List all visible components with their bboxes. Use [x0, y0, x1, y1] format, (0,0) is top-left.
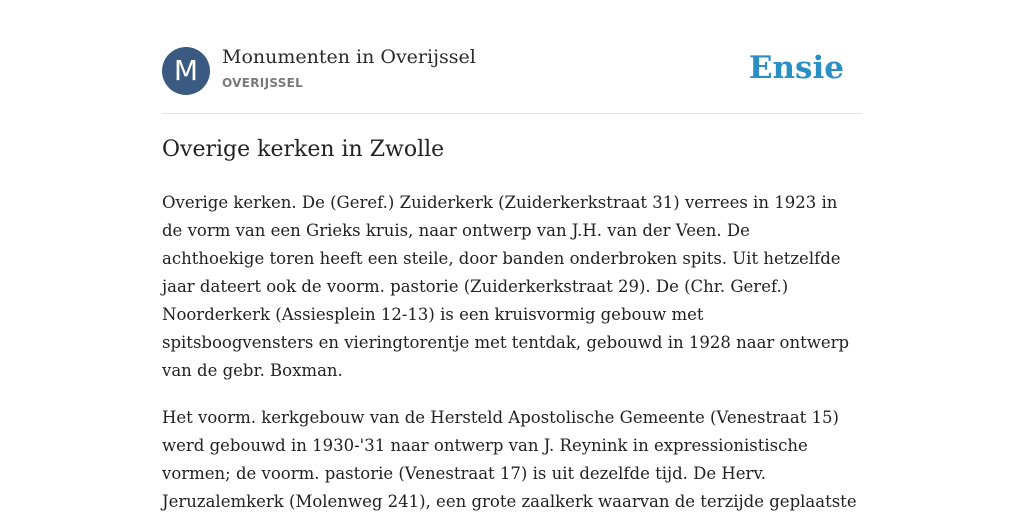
text-line: de vorm van een Grieks kruis, naar ontwerp van J.H. van der Veen. De [162, 221, 750, 240]
header-divider [162, 113, 862, 114]
text-line: Het voorm. kerkgebouw van de Hersteld Apostolische Gemeente (Venestraat 15) [162, 408, 839, 427]
ensie-logo[interactable]: Ensie [748, 50, 844, 86]
text-line: van de gebr. Boxman. [162, 361, 343, 380]
text-line: werd gebouwd in 1930-'31 naar ontwerp van J. Reynink in expressionistische [162, 436, 808, 455]
paragraph-2 [162, 404, 862, 512]
article-title: Overige kerken in Zwolle [162, 137, 445, 162]
text-line: spitsboogvensters en vieringtorentje met tentdak, gebouwd in 1928 naar ontwerp [162, 333, 850, 352]
source-title[interactable]: Monumenten in Overijssel [222, 46, 476, 68]
source-subtitle[interactable]: OVERIJSSEL [222, 76, 304, 90]
text-line: jaar dateert ook de voorm. pastorie (Zuiderkerkstraat 29). De (Chr. Geref.) [162, 277, 789, 296]
source-header [162, 46, 862, 98]
source-avatar[interactable]: M [162, 47, 210, 95]
article-body [162, 189, 862, 512]
text-line: Noorderkerk (Assiesplein 12-13) is een kruisvormig gebouw met [162, 305, 704, 324]
text-line: Jeruzalemkerk (Molenweg 241), een grote zaalkerk waarvan de terzijde geplaatste [162, 492, 857, 511]
text-line: achthoekige toren heeft een steile, door banden onderbroken spits. Uit hetzelfde [162, 249, 841, 268]
text-line: Overige kerken. De (Geref.) Zuiderkerk (Zuiderkerkstraat 31) verrees in 1923 in [162, 193, 838, 212]
text-line: vormen; de voorm. pastorie (Venestraat 17) is uit dezelfde tijd. De Herv. [162, 464, 767, 483]
paragraph-1 [162, 189, 862, 385]
